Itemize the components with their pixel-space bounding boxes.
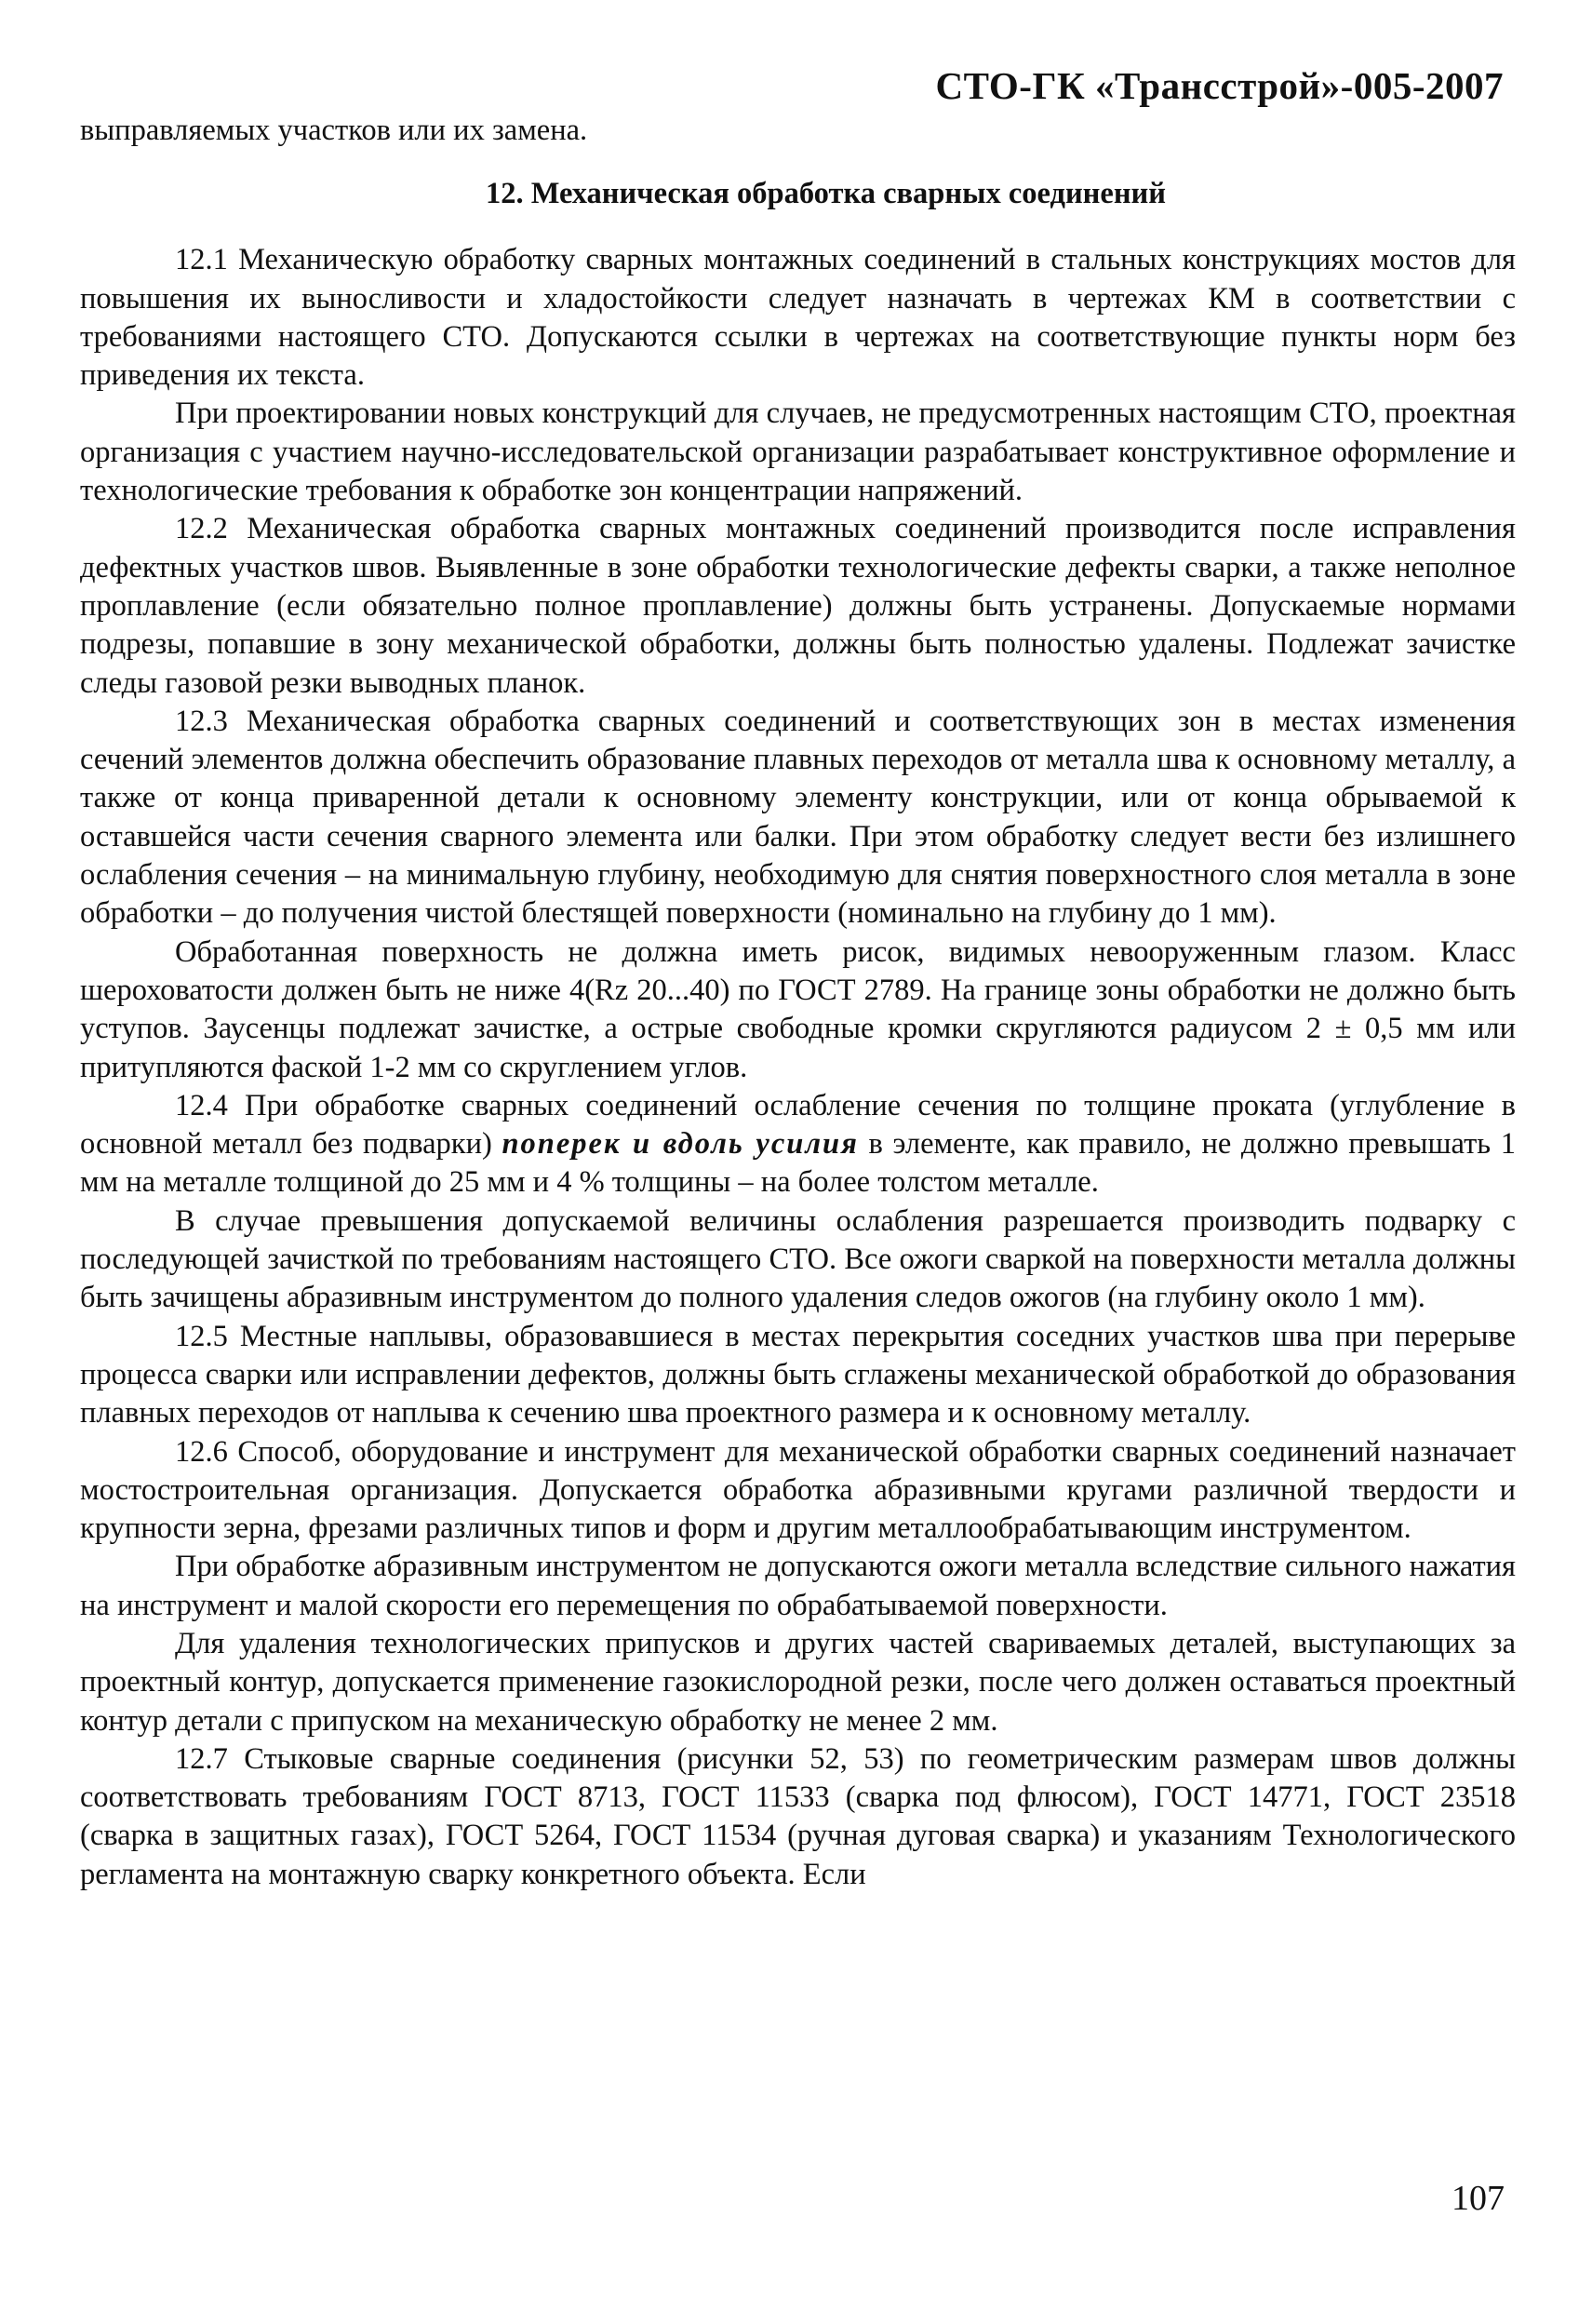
paragraph-abrasive-burns: При обработке абразивным инструментом не допускаются ожоги металла вследствие сильного нажатия на инструмент и малой скорости его перемещения по обрабатываемой поверхности. (80, 1550, 1516, 1622)
paragraph-12-4-emphasis: поперек и вдоль усилия (502, 1127, 859, 1162)
paragraph-allowance-removal: Для удаления технологических припусков и других частей свариваемых деталей, выступающих за проектный контур, допускается применение газокислородной резки, после чего должен оставаться проектный контур детали с припуском на механическую обработку не менее 2 мм. (80, 1626, 1516, 1738)
page-number: 107 (1452, 2179, 1505, 2218)
paragraph-12-4-tail: в элементе, как правило, не должно превышать 1 мм на металле толщиной до 25 мм и 4 % толщины – на более толстом металле. (80, 1127, 1517, 1200)
paragraph-design-new: При проектировании новых конструкций для случаев, не предусмотренных настоящим СТО, проектная организация с участием научно-исследовательской организации разрабатывает конструктивное оформление и технологические требования к обработке зон концентрации напряжений. (80, 396, 1516, 508)
paragraph-excess-weakening: В случае превышения допускаемой величины ослабления разрешается производить подварку с последующей зачисткой по требованиям настоящего СТО. Все ожоги сваркой на поверхности металла должны быть зачищены абразивным инструментом до полного удаления следов ожогов (на глубину около 1 мм). (80, 1203, 1516, 1315)
paragraph-12-1: 12.1 Механическую обработку сварных монтажных соединений в стальных конструкциях мостов для повышения их выносливости и хладостойкости следует назначать в чертежах КМ в соответствии с требованиями настоящего СТО. Допускаются ссылки в чертежах на соответствующие пункты норм без приведения их текста. (80, 243, 1516, 393)
paragraph-12-4-lead: 12.4 При обработке сварных соединений ослабление сечения по толщине проката (углубление в основной металл без подварки) (80, 1088, 1516, 1162)
paragraph-12-6: 12.6 Способ, оборудование и инструмент для механической обработки сварных соединений назначает мостостроительная организация. Допускается обработка абразивными кругами различной твердости и крупности зерна, фрезами различных типов и форм и другим металлообрабатывающим инструментом. (80, 1434, 1516, 1546)
paragraph-12-2: 12.2 Механическая обработка сварных монтажных соединений производится после исправления дефектных участков швов. Выявленные в зоне обработки технологические дефекты сварки, а также неполное проплавление (если обязательно полное проплавление) должны быть устранены. Допускаемые нормами подрезы, попавшие в зону механической обработки, должны быть полностью удалены. Подлежат зачистке следы газовой резки выводных планок. (80, 512, 1516, 700)
paragraph-12-5: 12.5 Местные наплывы, образовавшиеся в местах перекрытия соседних участков шва при перерыве процесса сварки или исправлении дефектов, должны быть сглажены механической обработкой до образования плавных переходов от наплыва к сечению шва проектного размера и к основному металлу. (80, 1319, 1516, 1431)
body-text (80, 112, 1516, 1894)
paragraph-12-7: 12.7 Стыковые сварные соединения (рисунки 52, 53) по геометрическим размерам швов должны соответствовать требованиям ГОСТ 8713, ГОСТ 11533 (сварка под флюсом), ГОСТ 14771, ГОСТ 23518 (сварка в защитных газах), ГОСТ 5264, ГОСТ 11534 (ручная дуговая сварка) и указаниям Технологического регламента на монтажную сварку конкретного объекта. Если (80, 1741, 1516, 1891)
paragraph-12-3: 12.3 Механическая обработка сварных соединений и соответствующих зон в местах изменения сечений элементов должна обеспечить образование плавных переходов от металла шва к основному металлу, а также от конца приваренной детали к основному элементу конструкции, или от конца обрываемой к оставшейся части сечения сварного элемента или балки. При этом обработку следует вести без излишнего ослабления сечения – на минимальную глубину, необходимую для снятия поверхностного слоя металла в зоне обработки – до получения чистой блестящей поверхности (номинально на глубину до 1 мм). (80, 704, 1516, 931)
carryover-line: выправляемых участков или их замена. (80, 114, 588, 147)
section-title: 12. Механическая обработка сварных соединений (485, 177, 1167, 211)
document-code-header: СТО-ГК «Трансстрой»-005-2007 (935, 64, 1504, 107)
paragraph-12-4 (80, 1087, 1516, 1202)
paragraph-surface-finish: Обработанная поверхность не должна иметь рисок, видимых невооруженным глазом. Класс шероховатости должен быть не ниже 4(Rz 20...40) по ГОСТ 2789. На границе зоны обработки не должно быть уступов. Заусенцы подлежат зачистке, а острые свободные кромки скругляются радиусом 2 ± 0,5 мм или притупляются фаской 1-2 мм со скруглением углов. (80, 934, 1516, 1084)
